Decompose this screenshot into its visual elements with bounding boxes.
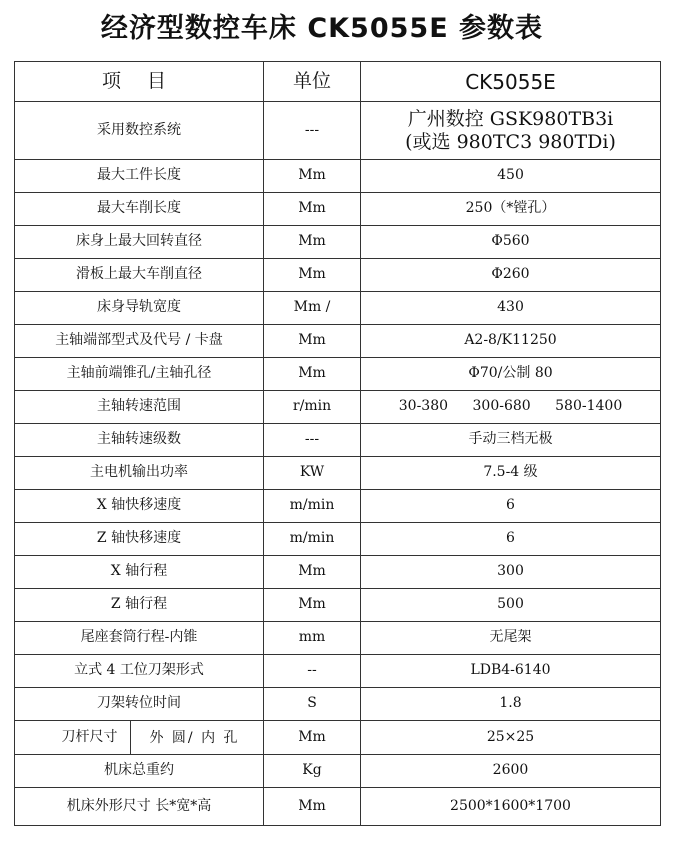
row-value: 430: [361, 292, 661, 325]
speed-range-2: 300-680: [472, 398, 531, 415]
row-value: Φ70/公制 80: [361, 358, 661, 391]
row-item: 主轴端部型式及代号 / 卡盘: [15, 325, 264, 358]
row-unit: Mm: [264, 259, 361, 292]
table-row: [15, 424, 661, 457]
row-unit: Mm: [264, 788, 361, 826]
table-row: [15, 457, 661, 490]
row-unit: Mm: [264, 358, 361, 391]
row-value: Φ260: [361, 259, 661, 292]
row-value: 无尾架: [361, 622, 661, 655]
header-item: 项 目: [15, 62, 264, 102]
table-row: [15, 160, 661, 193]
table-row: [15, 721, 661, 755]
row-unit: ---: [264, 424, 361, 457]
row-item: 最大工件长度: [15, 160, 264, 193]
row-item: X 轴快移速度: [15, 490, 264, 523]
speed-range-3: 580-1400: [555, 398, 623, 415]
row-value: 6: [361, 490, 661, 523]
row-unit: Mm /: [264, 292, 361, 325]
row-item: 主轴转速范围: [15, 391, 264, 424]
row-item: 机床外形尺寸 长*宽*高: [15, 788, 264, 826]
table-row: [15, 622, 661, 655]
row-item-left: 刀杆尺寸: [38, 721, 131, 754]
table-row: [15, 292, 661, 325]
row-value: A2-8/K11250: [361, 325, 661, 358]
row-unit: mm: [264, 622, 361, 655]
row-unit: m/min: [264, 523, 361, 556]
row-unit: ---: [264, 102, 361, 160]
row-value: 7.5-4 级: [361, 457, 661, 490]
table-row: [15, 688, 661, 721]
row-value: LDB4-6140: [361, 655, 661, 688]
row-item: 最大车削长度: [15, 193, 264, 226]
table-row: [15, 589, 661, 622]
row-item: 床身导轨宽度: [15, 292, 264, 325]
spec-table: [14, 61, 661, 826]
table-row: [15, 788, 661, 826]
row-value: 300: [361, 556, 661, 589]
table-row: [15, 325, 661, 358]
row-unit: Mm: [264, 193, 361, 226]
row-unit: Mm: [264, 721, 361, 755]
table-row: [15, 556, 661, 589]
row-item: Z 轴快移速度: [15, 523, 264, 556]
table-row: [15, 490, 661, 523]
table-row: [15, 102, 661, 160]
header-unit: 单位: [264, 62, 361, 102]
table-row: [15, 226, 661, 259]
row-value: 25×25: [361, 721, 661, 755]
table-row: [15, 193, 661, 226]
row-value: 500: [361, 589, 661, 622]
row-item-right: 外 圆/ 内 孔: [149, 729, 240, 746]
row-item: 采用数控系统: [15, 102, 264, 160]
speed-range-1: 30-380: [398, 398, 449, 415]
row-item: 主轴前端锥孔/主轴孔径: [15, 358, 264, 391]
row-unit: r/min: [264, 391, 361, 424]
table-row: [15, 259, 661, 292]
row-item: 主电机输出功率: [15, 457, 264, 490]
table-row: [15, 358, 661, 391]
row-item: X 轴行程: [15, 556, 264, 589]
row-unit: Mm: [264, 226, 361, 259]
header-value: CK5055E: [361, 62, 661, 102]
row-item-split: [15, 721, 264, 755]
row-item: 滑板上最大车削直径: [15, 259, 264, 292]
row-value: 手动三档无极: [361, 424, 661, 457]
row-unit: Mm: [264, 160, 361, 193]
table-row: [15, 655, 661, 688]
row-value: 6: [361, 523, 661, 556]
row-value-speeds: [361, 391, 661, 424]
row-unit: Mm: [264, 589, 361, 622]
row-item: 主轴转速级数: [15, 424, 264, 457]
value-line-2: (或选 980TC3 980TDi): [405, 130, 616, 153]
table-row: [15, 523, 661, 556]
table-header-row: [15, 62, 661, 102]
row-value: 250（*镗孔）: [361, 193, 661, 226]
row-value: 450: [361, 160, 661, 193]
row-unit: S: [264, 688, 361, 721]
row-unit: Mm: [264, 556, 361, 589]
table-row: [15, 755, 661, 788]
row-item: 刀架转位时间: [15, 688, 264, 721]
row-value: Φ560: [361, 226, 661, 259]
row-value: 2600: [361, 755, 661, 788]
row-value: 2500*1600*1700: [361, 788, 661, 826]
row-item: 尾座套筒行程-内锥: [15, 622, 264, 655]
row-unit: Mm: [264, 325, 361, 358]
document-title: 经济型数控车床 CK5055E 参数表: [100, 13, 544, 44]
row-unit: KW: [264, 457, 361, 490]
row-item: Z 轴行程: [15, 589, 264, 622]
row-item: 机床总重约: [15, 755, 264, 788]
row-item: 立式 4 工位刀架形式: [15, 655, 264, 688]
row-unit: Kg: [264, 755, 361, 788]
row-item: 床身上最大回转直径: [15, 226, 264, 259]
row-unit: --: [264, 655, 361, 688]
row-unit: m/min: [264, 490, 361, 523]
table-row: [15, 391, 661, 424]
value-line-1: 广州数控 GSK980TB3i: [407, 107, 614, 130]
row-value: [361, 102, 661, 160]
row-value: 1.8: [361, 688, 661, 721]
